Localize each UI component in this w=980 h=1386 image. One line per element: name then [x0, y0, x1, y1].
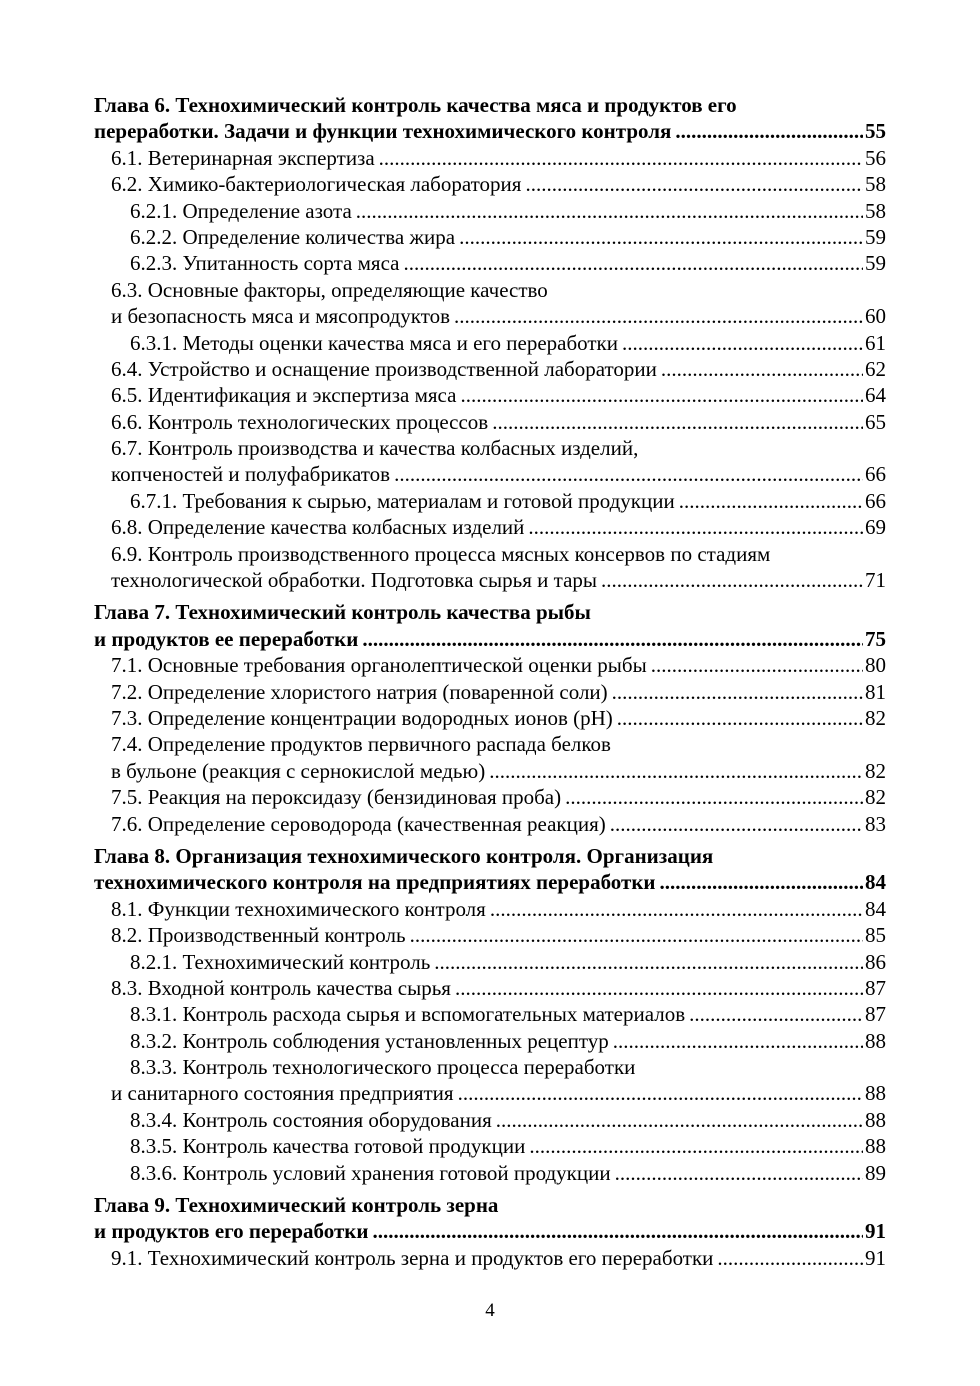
- toc-line: [94, 949, 886, 975]
- toc-subsection: [94, 198, 886, 224]
- toc-line: [94, 784, 886, 810]
- toc-line: [94, 922, 886, 948]
- table-of-contents: [94, 92, 886, 1271]
- toc-leader-dots: [489, 758, 863, 784]
- toc-page-number: 80: [865, 653, 886, 678]
- toc-section: [94, 975, 886, 1001]
- toc-entry-title: 8.3.3. Контроль технологического процесса переработки: [130, 1055, 636, 1080]
- toc-entry-title: технохимического контроля на предприятиях переработки: [94, 870, 656, 895]
- toc-line: [94, 1001, 886, 1027]
- toc-section: [94, 679, 886, 705]
- toc-page-number: 91: [865, 1245, 886, 1270]
- toc-chapter: [94, 92, 886, 145]
- toc-subsection: [94, 250, 886, 276]
- toc-section: [94, 922, 886, 948]
- toc-line: [94, 626, 886, 652]
- toc-line: [94, 382, 886, 408]
- toc-page-number: 60: [865, 304, 886, 329]
- toc-section: [94, 705, 886, 731]
- toc-line: [94, 409, 886, 435]
- toc-page-number: 59: [865, 224, 886, 249]
- toc-line: [94, 514, 886, 540]
- toc-leader-dots: [454, 303, 863, 329]
- toc-line: [94, 356, 886, 382]
- toc-entry-title: 6.1. Ветеринарная экспертиза: [111, 145, 375, 170]
- toc-line: [94, 1080, 886, 1106]
- toc-subsection: [94, 1133, 886, 1159]
- toc-leader-dots: [613, 1028, 863, 1054]
- toc-line: [94, 92, 886, 118]
- toc-line: [94, 843, 886, 869]
- toc-entry-title: 6.6. Контроль технологических процессов: [111, 409, 489, 434]
- toc-leader-dots: [460, 382, 863, 408]
- toc-leader-dots: [689, 1001, 863, 1027]
- toc-section: [94, 277, 886, 330]
- toc-section: [94, 409, 886, 435]
- toc-section: [94, 171, 886, 197]
- toc-entry-title: 6.5. Идентификация и экспертиза мяса: [111, 383, 457, 408]
- toc-subsection: [94, 488, 886, 514]
- toc-leader-dots: [373, 1218, 864, 1244]
- toc-leader-dots: [434, 949, 863, 975]
- toc-page-number: 82: [865, 785, 886, 810]
- toc-subsection: [94, 1054, 886, 1107]
- toc-line: [94, 811, 886, 837]
- toc-page-number: 69: [865, 515, 886, 540]
- toc-line: [94, 975, 886, 1001]
- toc-section: [94, 435, 886, 488]
- toc-entry-title: и продуктов ее переработки: [94, 626, 359, 651]
- toc-line: [94, 758, 886, 784]
- toc-entry-title: и безопасность мяса и мясопродуктов: [111, 304, 451, 329]
- toc-leader-dots: [528, 514, 863, 540]
- toc-subsection: [94, 949, 886, 975]
- toc-page-number: 59: [865, 251, 886, 276]
- toc-page-number: 75: [865, 626, 886, 651]
- toc-line: [94, 330, 886, 356]
- toc-line: [94, 599, 886, 625]
- toc-subsection: [94, 1028, 886, 1054]
- toc-line: [94, 303, 886, 329]
- toc-page-number: 58: [865, 172, 886, 197]
- toc-entry-title: 6.7.1. Требования к сырью, материалам и готовой продукции: [130, 488, 675, 513]
- toc-section: [94, 145, 886, 171]
- toc-leader-dots: [356, 198, 863, 224]
- toc-section: [94, 784, 886, 810]
- toc-line: [94, 869, 886, 895]
- toc-line: [94, 118, 886, 144]
- toc-page-number: 84: [865, 896, 886, 921]
- toc-leader-dots: [660, 869, 863, 895]
- toc-line: [94, 1160, 886, 1186]
- toc-entry-title: 8.3.1. Контроль расхода сырья и вспомогательных материалов: [130, 1002, 686, 1027]
- toc-entry-title: 6.9. Контроль производственного процесса мясных консервов по стадиям: [111, 541, 771, 566]
- toc-entry-title: 8.2. Производственный контроль: [111, 923, 406, 948]
- toc-line: [94, 541, 886, 567]
- toc-leader-dots: [601, 567, 863, 593]
- toc-leader-dots: [615, 1160, 863, 1186]
- toc-leader-dots: [651, 652, 863, 678]
- toc-section: [94, 731, 886, 784]
- toc-leader-dots: [496, 1107, 863, 1133]
- toc-line: [94, 567, 886, 593]
- toc-entry-title: 6.2.1. Определение азота: [130, 198, 352, 223]
- page-number: 4: [485, 1300, 495, 1321]
- toc-leader-dots: [622, 330, 863, 356]
- toc-entry-title: 7.5. Реакция на пероксидазу (бензидиновая проба): [111, 785, 562, 810]
- toc-leader-dots: [394, 461, 863, 487]
- toc-section: [94, 541, 886, 594]
- toc-chapter: [94, 1192, 886, 1245]
- toc-leader-dots: [612, 679, 863, 705]
- toc-page-number: 85: [865, 923, 886, 948]
- toc-leader-dots: [525, 171, 863, 197]
- toc-line: [94, 1245, 886, 1271]
- toc-page-number: 91: [865, 1219, 886, 1244]
- toc-page-number: 56: [865, 145, 886, 170]
- toc-entry-title: Глава 9. Технохимический контроль зерна: [94, 1193, 499, 1218]
- toc-line: [94, 145, 886, 171]
- toc-leader-dots: [455, 975, 863, 1001]
- toc-line: [94, 1133, 886, 1159]
- toc-line: [94, 731, 886, 757]
- toc-subsection: [94, 1001, 886, 1027]
- toc-leader-dots: [403, 250, 863, 276]
- toc-entry-title: переработки. Задачи и функции технохимического контроля: [94, 119, 672, 144]
- toc-leader-dots: [362, 626, 863, 652]
- toc-entry-title: 6.3.1. Методы оценки качества мяса и его переработки: [130, 330, 618, 355]
- toc-page-number: 55: [865, 119, 886, 144]
- toc-page-number: 86: [865, 949, 886, 974]
- toc-page-number: 88: [865, 1081, 886, 1106]
- toc-page-number: 82: [865, 758, 886, 783]
- toc-entry-title: 9.1. Технохимический контроль зерна и продуктов его переработки: [111, 1245, 714, 1270]
- toc-line: [94, 896, 886, 922]
- toc-entry-title: и продуктов его переработки: [94, 1219, 369, 1244]
- toc-page-number: 62: [865, 356, 886, 381]
- toc-page-number: 81: [865, 679, 886, 704]
- toc-section: [94, 811, 886, 837]
- toc-line: [94, 1218, 886, 1244]
- toc-chapter: [94, 843, 886, 896]
- toc-section: [94, 896, 886, 922]
- toc-leader-dots: [459, 224, 863, 250]
- toc-leader-dots: [661, 356, 863, 382]
- toc-leader-dots: [610, 811, 863, 837]
- toc-page-number: 65: [865, 409, 886, 434]
- toc-page-number: 66: [865, 488, 886, 513]
- toc-entry-title: 8.3.6. Контроль условий хранения готовой продукции: [130, 1160, 611, 1185]
- toc-line: [94, 679, 886, 705]
- toc-line: [94, 435, 886, 461]
- toc-leader-dots: [410, 922, 863, 948]
- toc-entry-title: 7.3. Определение концентрации водородных ионов (рН): [111, 705, 613, 730]
- toc-page-number: 61: [865, 330, 886, 355]
- toc-leader-dots: [717, 1245, 863, 1271]
- toc-entry-title: и санитарного состояния предприятия: [111, 1081, 454, 1106]
- toc-line: [94, 1054, 886, 1080]
- toc-line: [94, 277, 886, 303]
- toc-leader-dots: [379, 145, 863, 171]
- toc-page-number: 87: [865, 1002, 886, 1027]
- toc-entry-title: 8.3. Входной контроль качества сырья: [111, 975, 451, 1000]
- toc-line: [94, 1107, 886, 1133]
- toc-page-number: 64: [865, 383, 886, 408]
- toc-entry-title: в бульоне (реакция с сернокислой медью): [111, 758, 486, 783]
- toc-leader-dots: [565, 784, 863, 810]
- toc-line: [94, 250, 886, 276]
- toc-subsection: [94, 1160, 886, 1186]
- toc-entry-title: 8.3.4. Контроль состояния оборудования: [130, 1107, 492, 1132]
- toc-subsection: [94, 224, 886, 250]
- toc-section: [94, 382, 886, 408]
- toc-page-number: 71: [865, 568, 886, 593]
- toc-line: [94, 1192, 886, 1218]
- toc-leader-dots: [490, 896, 863, 922]
- toc-section: [94, 1245, 886, 1271]
- toc-entry-title: 6.2.3. Упитанность сорта мяса: [130, 251, 400, 276]
- toc-leader-dots: [492, 409, 863, 435]
- toc-entry-title: 7.2. Определение хлористого натрия (поваренной соли): [111, 679, 608, 704]
- toc-page-number: 89: [865, 1160, 886, 1185]
- toc-line: [94, 705, 886, 731]
- toc-line: [94, 198, 886, 224]
- toc-section: [94, 356, 886, 382]
- toc-entry-title: 6.3. Основные факторы, определяющие качество: [111, 277, 548, 302]
- toc-entry-title: 6.8. Определение качества колбасных изделий: [111, 515, 525, 540]
- toc-leader-dots: [458, 1080, 863, 1106]
- toc-page-number: 83: [865, 811, 886, 836]
- toc-line: [94, 224, 886, 250]
- toc-line: [94, 461, 886, 487]
- toc-line: [94, 1028, 886, 1054]
- toc-section: [94, 514, 886, 540]
- toc-page-number: 87: [865, 975, 886, 1000]
- toc-leader-dots: [617, 705, 863, 731]
- toc-line: [94, 171, 886, 197]
- toc-page-number: 88: [865, 1028, 886, 1053]
- toc-entry-title: 8.3.2. Контроль соблюдения установленных рецептур: [130, 1028, 609, 1053]
- toc-page-number: 58: [865, 198, 886, 223]
- toc-page-number: 82: [865, 705, 886, 730]
- toc-page-number: 66: [865, 462, 886, 487]
- toc-subsection: [94, 1107, 886, 1133]
- toc-entry-title: 6.4. Устройство и оснащение производственной лаборатории: [111, 356, 657, 381]
- toc-entry-title: 7.1. Основные требования органолептической оценки рыбы: [111, 653, 647, 678]
- toc-subsection: [94, 330, 886, 356]
- toc-entry-title: Глава 6. Технохимический контроль качества мяса и продуктов его: [94, 93, 737, 117]
- toc-entry-title: 8.2.1. Технохимический контроль: [130, 949, 431, 974]
- toc-leader-dots: [675, 118, 863, 144]
- toc-entry-title: 8.3.5. Контроль качества готовой продукции: [130, 1134, 526, 1159]
- toc-line: [94, 652, 886, 678]
- toc-entry-title: копченостей и полуфабрикатов: [111, 462, 391, 487]
- toc-line: [94, 488, 886, 514]
- toc-entry-title: 7.6. Определение сероводорода (качественная реакция): [111, 811, 606, 836]
- toc-entry-title: 6.2. Химико-бактериологическая лаборатория: [111, 172, 522, 197]
- toc-entry-title: технологической обработки. Подготовка сырья и тары: [111, 568, 597, 593]
- toc-entry-title: Глава 7. Технохимический контроль качества рыбы: [94, 600, 591, 625]
- toc-page-number: 88: [865, 1134, 886, 1159]
- toc-leader-dots: [679, 488, 863, 514]
- toc-page-number: 84: [865, 870, 886, 895]
- toc-page-number: 88: [865, 1107, 886, 1132]
- toc-entry-title: 6.7. Контроль производства и качества колбасных изделий,: [111, 436, 639, 461]
- toc-leader-dots: [529, 1133, 863, 1159]
- toc-entry-title: Глава 8. Организация технохимического контроля. Организация: [94, 843, 714, 868]
- toc-entry-title: 7.4. Определение продуктов первичного распада белков: [111, 732, 611, 757]
- toc-entry-title: 8.1. Функции технохимического контроля: [111, 896, 486, 921]
- toc-section: [94, 652, 886, 678]
- toc-entry-title: 6.2.2. Определение количества жира: [130, 224, 456, 249]
- toc-chapter: [94, 599, 886, 652]
